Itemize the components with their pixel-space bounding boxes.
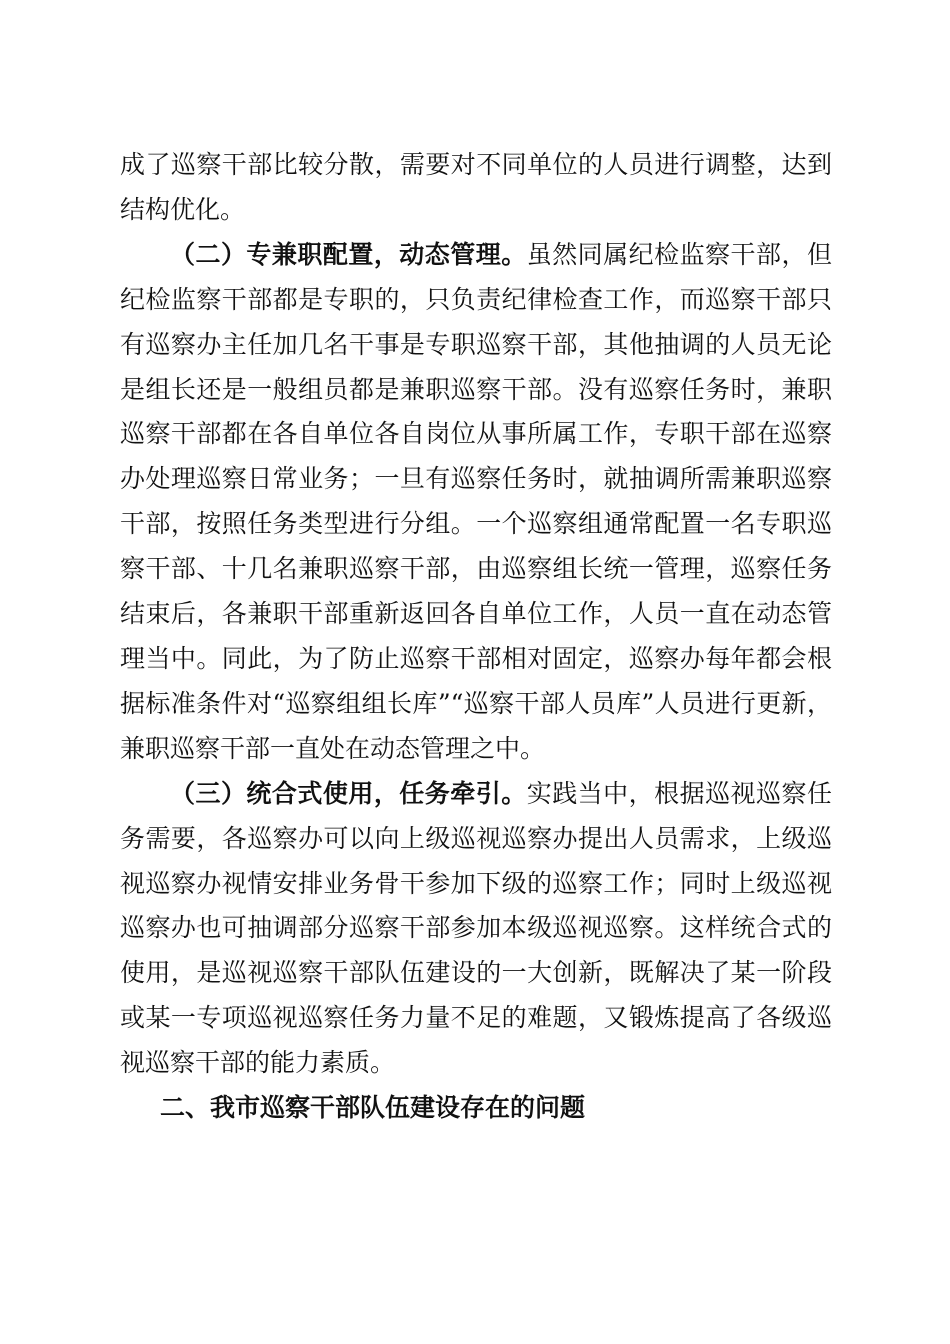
body-text: [120, 143, 832, 1131]
paragraph-integrated-use: [120, 772, 832, 1086]
paragraph-body: 实践当中，根据巡视巡察任务需要，各巡察办可以向上级巡视巡察办提出人员需求，上级巡视巡察办视情安排业务骨干参加下级的巡察工作；同时上级巡视巡察办也可抽调部分巡察干部参加本级巡视巡察。这样统合式的使用，是巡视巡察干部队伍建设的一大创新，既解决了某一阶段或某一专项巡视巡察任务力量不足的难题，又锻炼提高了各级巡视巡察干部的能力素质。: [120, 778, 832, 1078]
paragraph-body: 虽然同属纪检监察干部，但纪检监察干部都是专职的，只负责纪律检查工作，而巡察干部只有巡察办主任加几名干事是专职巡察干部，其他抽调的人员无论是组长还是一般组员都是兼职巡察干部。没有巡察任务时，兼职巡察干部都在各自单位各自岗位从事所属工作，专职干部在巡察办处理巡察日常业务；一旦有巡察任务时，就抽调所需兼职巡察干部，按照任务类型进行分组。一个巡察组通常配置一名专职巡察干部、十几名兼职巡察干部，由巡察组长统一管理，巡察任务结束后，各兼职干部重新返回各自单位工作，人员一直在动态管理当中。同此，为了防止巡察干部相对固定，巡察办每年都会根据标准条件对“巡察组组长库”“巡察干部人员库”人员进行更新，兼职巡察干部一直处在动态管理之中。: [120, 239, 832, 763]
paragraph-continuation: 成了巡察干部比较分散，需要对不同单位的人员进行调整，达到结构优化。: [120, 150, 832, 224]
section-heading: 二、我市巡察干部队伍建设存在的问题: [160, 1093, 586, 1123]
paragraph-lead-heading: （三）统合式使用，任务牵引。: [170, 778, 527, 808]
paragraph-dual-role-staffing: [120, 233, 832, 772]
paragraph-lead-heading: （二）专兼职配置，动态管理。: [170, 239, 527, 269]
